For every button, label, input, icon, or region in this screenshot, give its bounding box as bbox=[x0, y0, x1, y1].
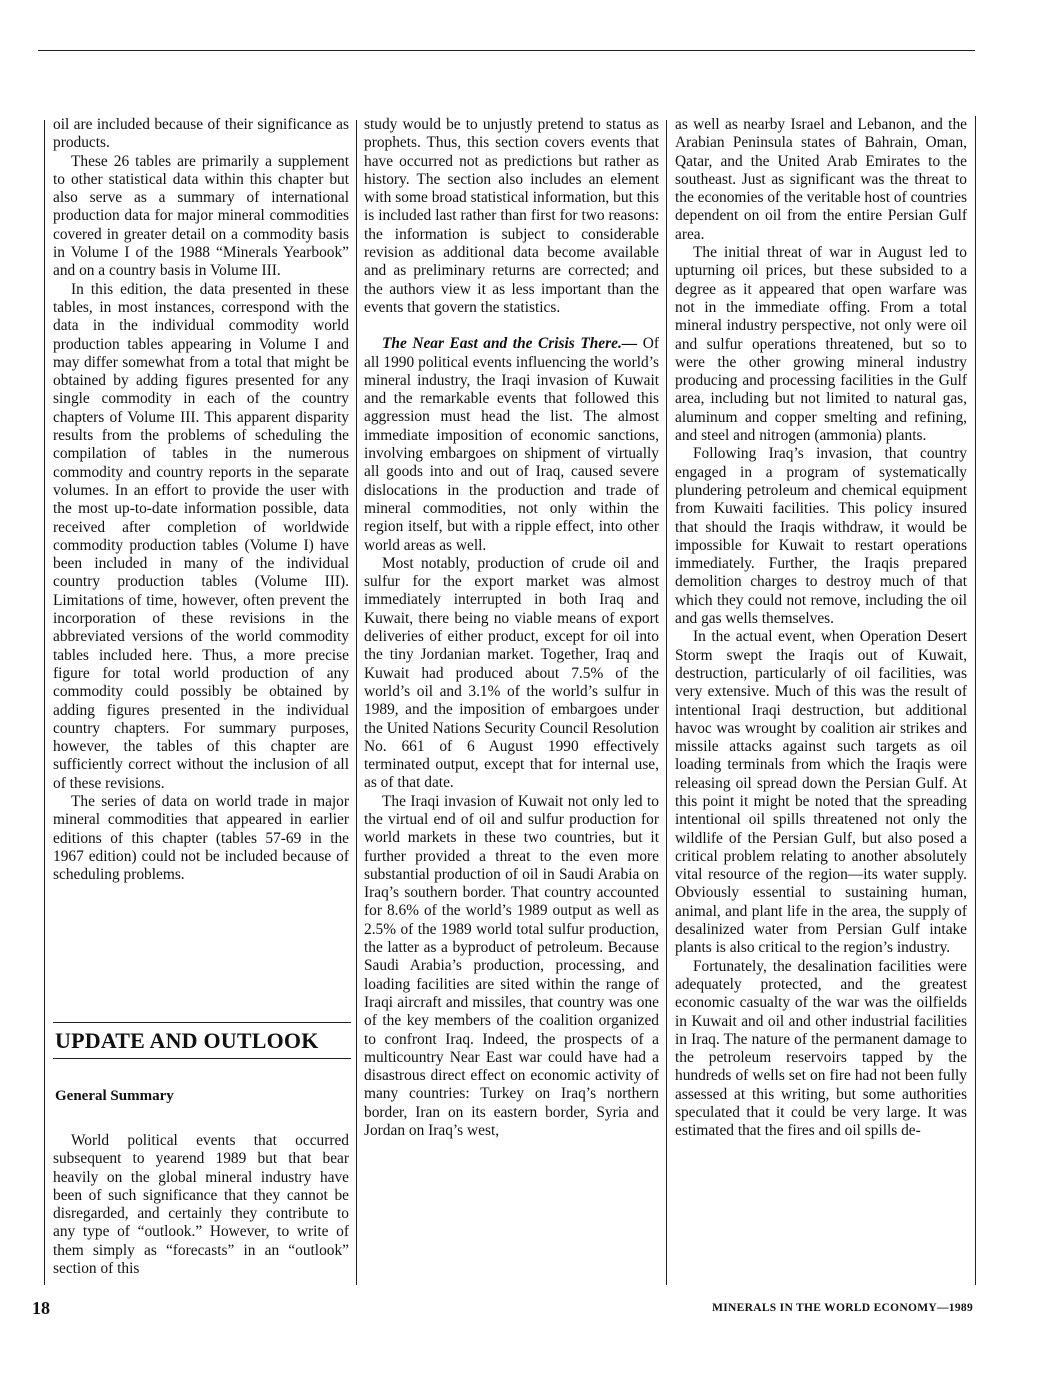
subheading: General Summary bbox=[55, 1088, 174, 1104]
column-1-lower bbox=[53, 1132, 349, 1278]
paragraph: as well as nearby Israel and Lebanon, and the Arabian Peninsula states of Bahrain, Oman, Qatar, and the United Arab Emirates to the southeast. Just as significant was the threat to the economies of the veritable host of countries dependent on oil from the entire Persian Gulf area. bbox=[675, 116, 967, 243]
paragraph: Most notably, production of crude oil and sulfur for the export market was almost immediately interrupted in both Iraq and Kuwait, there being no viable means of export deliveries of either product, except for oil into the tiny Jordanian market. Together, Iraq and Kuwait had produced about 7.5% of the world’s oil and 3.1% of the world’s sulfur in 1989, and the imposition of embargoes under the United Nations Security Council Resolution No. 661 of 6 August 1990 effectively terminated output, except that for internal use, as of that date. bbox=[364, 554, 659, 792]
column-rule-center-right bbox=[666, 120, 667, 1285]
column-1 bbox=[53, 116, 349, 884]
paragraph: oil are included because of their significance as products. bbox=[53, 116, 349, 152]
paragraph: In the actual event, when Operation Desert Storm swept the Iraqis out of Kuwait, destruction, particularly of oil facilities, was very extensive. Much of this was the result of intentional Iraqi destruction, but additional havoc was wrought by coalition air strikes and missile attacks against such targets as oil loading terminals from which the Iraqis were releasing oil spread down the Persian Gulf. At this point it might be noted that the spreading intentional oil spills threatened not only the wildlife of the Persian Gulf, but also posed a critical problem relating to another absolutely vital resource of the region—its water supply. Obviously essential to sustaining human, animal, and plant life in the area, the supply of desalinized water from Persian Gulf intake plants is also critical to the region’s industry. bbox=[675, 628, 967, 957]
paragraph: Fortunately, the desalination facilities were adequately protected, and the greatest economic casualty of the war was the oilfields in Kuwait and oil and other industrial facilities in Iraq. The nature of the permanent damage to the petroleum reservoirs tapped by the hundreds of wells set on fire had not been fully assessed at this writing, but some authorities speculated that it could be very large. It was estimated that the fires and oil spills de- bbox=[675, 957, 967, 1140]
top-rule bbox=[38, 50, 975, 51]
paragraph-with-runin bbox=[364, 335, 659, 555]
column-rule-center-left bbox=[356, 120, 357, 1285]
paragraph: The Iraqi invasion of Kuwait not only led to the virtual end of oil and sulfur production for world markets in these two countries, but it further provided a threat to the even more substantial production of oil in Saudi Arabia on Iraq’s southern border. That country accounted for 8.6% of the world’s 1989 output as well as 2.5% of the 1989 world total sulfur production, the latter as a byproduct of petroleum. Because Saudi Arabia’s production, processing, and loading facilities are sited within the range of Iraqi aircraft and missiles, that country was one of the key members of the coalition organized to confront Iraq. Indeed, the prospects of a multicountry Near East war could have had a disastrous direct effect on economic activity of many countries: Turkey on Iraq’s northern border, Iran on its eastern border, Syria and Jordan on Iraq’s west, bbox=[364, 792, 659, 1140]
paragraph-text: Of all 1990 political events influencing the world’s mineral industry, the Iraqi invasion of Kuwait and the remarkable events that followed this aggression must head the list. The almost immediate imposition of economic sanctions, involving embargoes on shipment of virtually all goods into and out of Iraq, caused severe dislocations in the production and trade of mineral commodities, not only within the region itself, but with a ripple effect, into other world areas as well. bbox=[364, 335, 659, 554]
page-number: 18 bbox=[32, 1298, 50, 1318]
paragraph: These 26 tables are primarily a supplement to other statistical data within this chapter but also serve as a summary of international production data for major mineral commodities covered in greater detail on a commodity basis in Volume I of the 1988 “Minerals Yearbook” and on a country basis in Volume III. bbox=[53, 152, 349, 280]
column-2 bbox=[364, 116, 659, 1140]
paragraph: In this edition, the data presented in these tables, in most instances, correspond with the data in the individual commodity world production tables appearing in Volume I and may differ somewhat from a total that might be obtained by adding figures presented for any single commodity in each of the country chapters of Volume III. This apparent disparity results from the problems of scheduling the compilation of tables in the numerous commodity and country reports in the separate volumes. In an effort to provide the user with the most up-to-date information possible, data received after completion of worldwide commodity production tables (Volume I) have been included in many of the individual country production tables (Volume III). Limitations of time, however, often prevent the incorporation of these revisions in the abbreviated versions of the world commodity tables included here. Thus, a more precise figure for total world production of any commodity could possibly be obtained by adding figures presented in the individual country chapters. For summary purposes, however, the tables of this chapter are sufficiently correct without the inclusion of all of these revisions. bbox=[53, 280, 349, 792]
column-rule-right bbox=[975, 116, 976, 1285]
runin-heading: The Near East and the Crisis There.— bbox=[382, 335, 638, 353]
paragraph: study would be to unjustly pretend to status as prophets. Thus, this section covers events that have occurred not as predictions but rather as history. The section also includes an element with some broad statistical information, but this is included last rather than first for two reasons: the information is subject to considerable revision as additional data become available and as preliminary returns are corrected; and the authors view it as less important than the events that govern the statistics. bbox=[364, 116, 659, 316]
column-3 bbox=[675, 116, 967, 1141]
paragraph: The initial threat of war in August led to upturning oil prices, but these subsided to a degree as it appeared that open warfare was not in the immediate offing. From a total mineral industry perspective, not only were oil and sulfur operations threatened, but so to were the other growing mineral industry producing and processing facilities in the Gulf area, including but not limited to natural gas, aluminum and copper smelting and refining, and steel and nitrogen (ammonia) plants. bbox=[675, 244, 967, 445]
paragraph: Following Iraq’s invasion, that country engaged in a program of systematically plundering petroleum and chemical equipment from Kuwaiti facilities. This policy insured that should the Iraqis withdraw, it would be impossible for Kuwait to restart operations immediately. Further, the Iraqis prepared demolition charges to destroy much of that which they could not remove, including the oil and gas wells themselves. bbox=[675, 445, 967, 628]
section-heading: UPDATE AND OUTLOOK bbox=[53, 1022, 351, 1059]
paragraph: The series of data on world trade in major mineral commodities that appeared in earlier editions of this chapter (tables 57-69 in the 1967 edition) could not be included because of scheduling problems. bbox=[53, 792, 349, 884]
running-footer: MINERALS IN THE WORLD ECONOMY—1989 bbox=[712, 1302, 973, 1314]
column-rule-left bbox=[44, 120, 45, 1285]
paragraph: World political events that occurred subsequent to yearend 1989 but that bear heavily on the global mineral industry have been of such significance that they cannot be disregarded, and certainly they contribute to any type of “outlook.” However, to write of them simply as “forecasts” in an “outlook” section of this bbox=[53, 1132, 349, 1278]
